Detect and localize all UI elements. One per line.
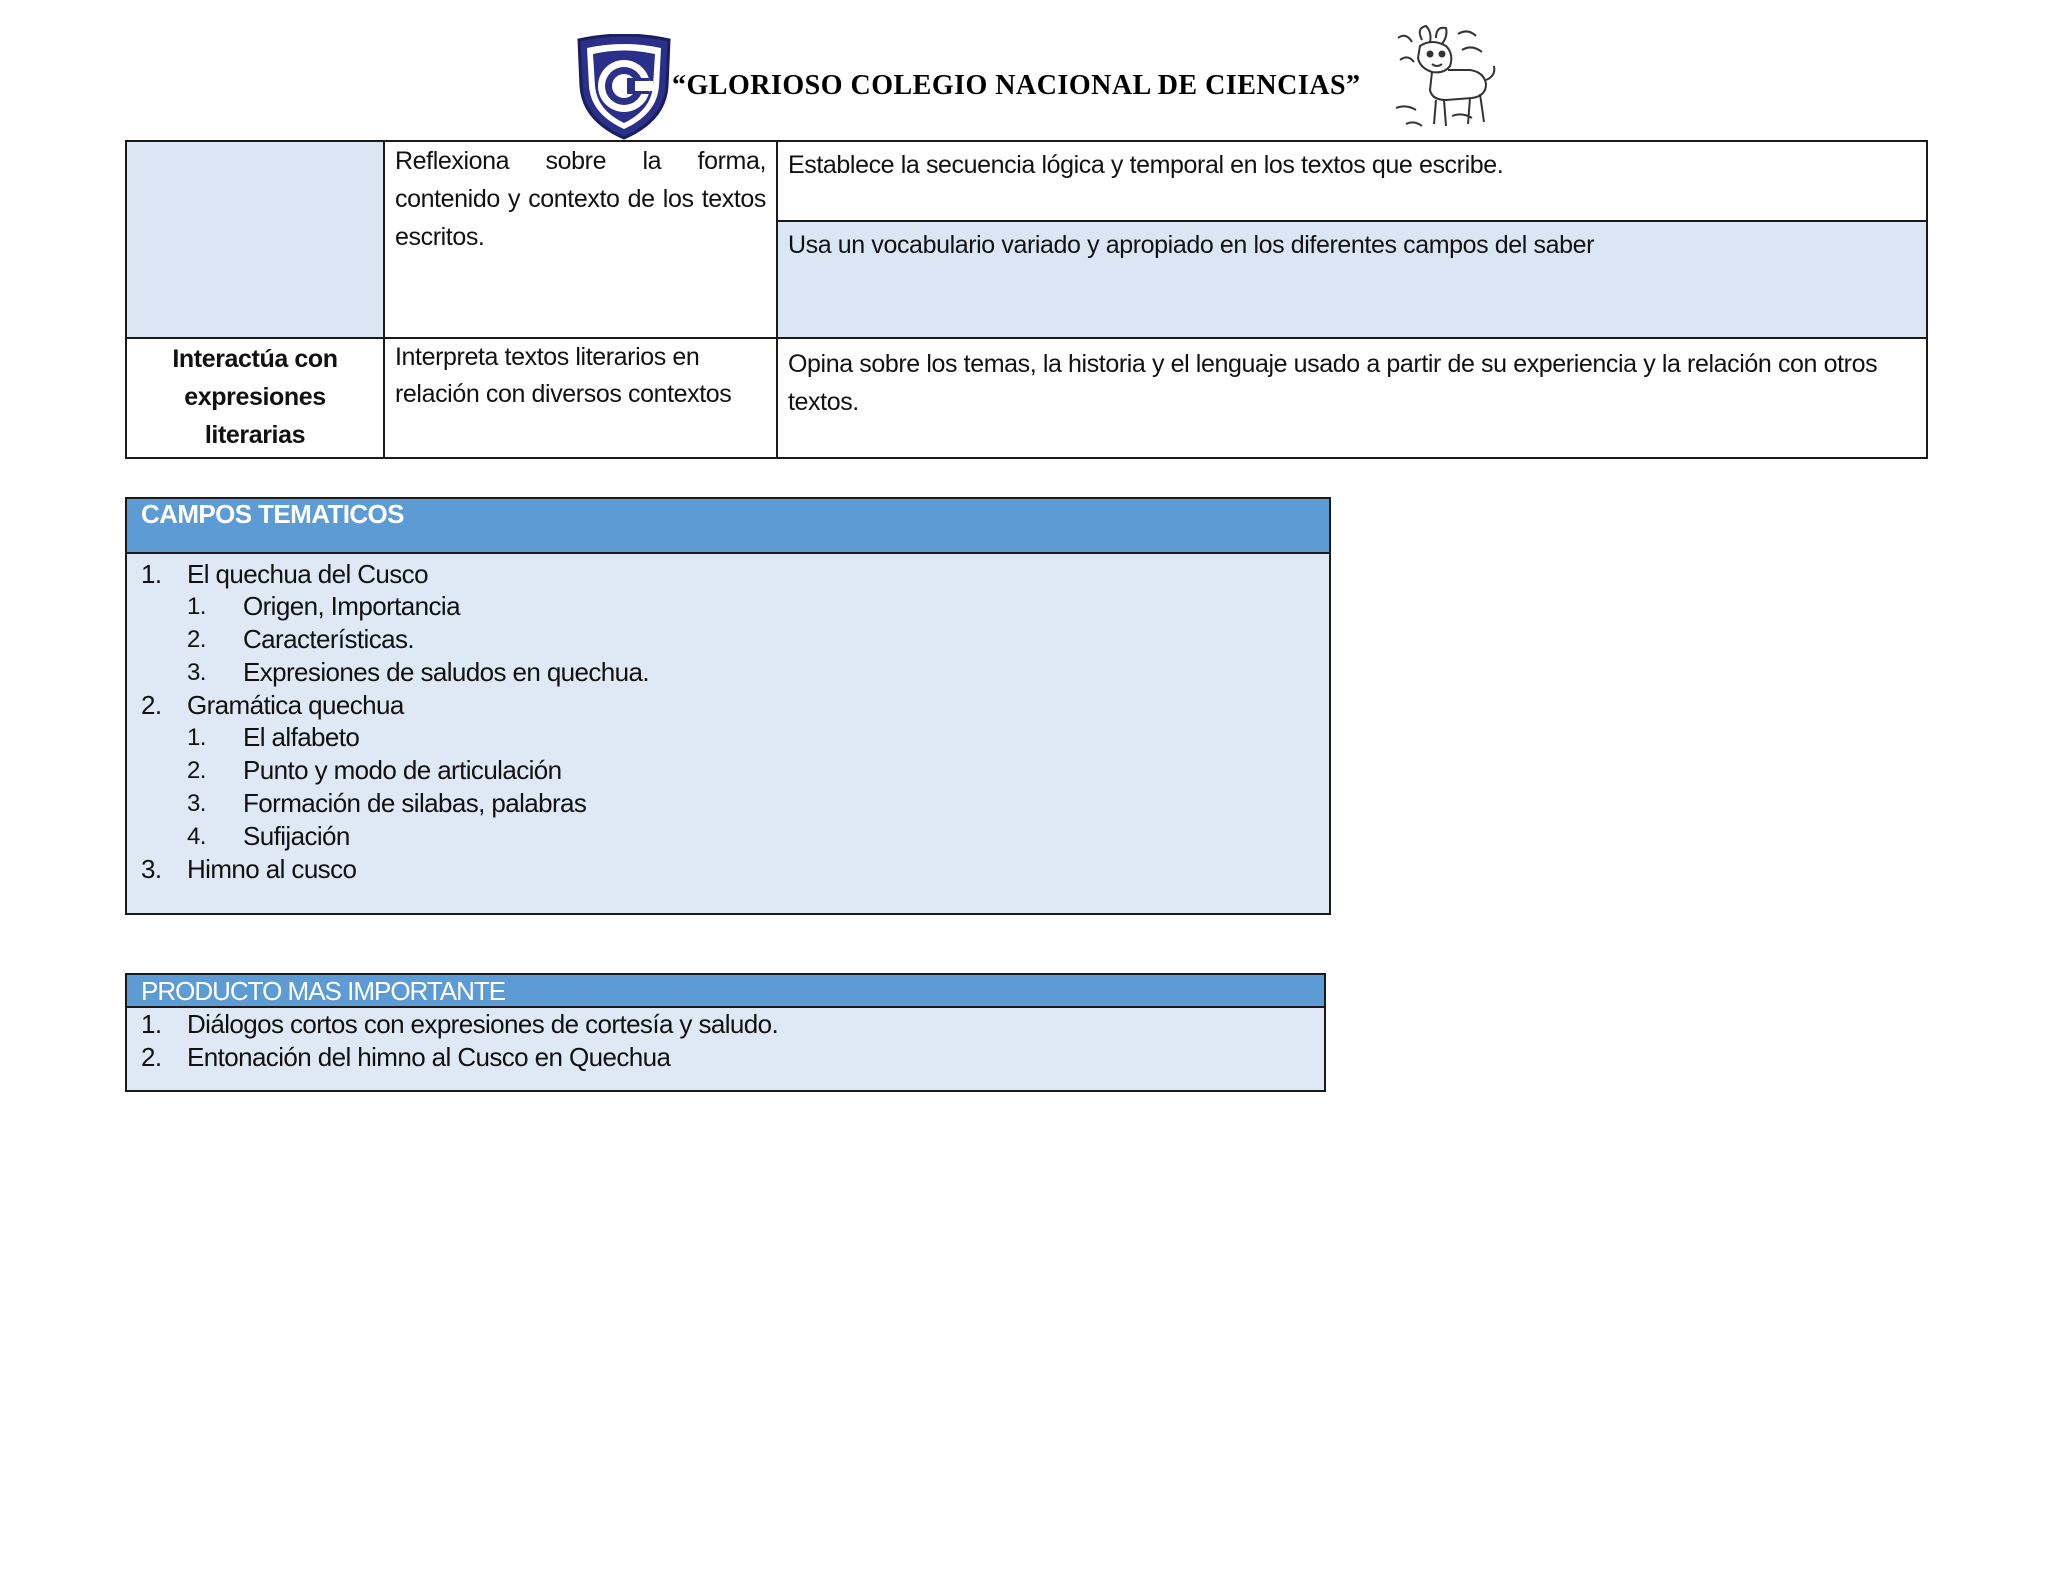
- list-item: [127, 1041, 1324, 1074]
- table-row: [126, 141, 1927, 221]
- list-item: [187, 820, 1329, 853]
- indicator-cell: Establece la secuencia lógica y temporal en los textos que escribe.: [777, 141, 1927, 221]
- subtopic-label: Origen, Importancia: [243, 591, 460, 621]
- section-title: CAMPOS TEMATICOS: [127, 499, 1329, 554]
- list-item: [187, 623, 1329, 656]
- school-shield-logo: [575, 34, 673, 140]
- list-number: 3.: [141, 854, 162, 884]
- list-number: 2.: [141, 1042, 162, 1072]
- list-number: 4.: [187, 823, 206, 850]
- subtopic-label: El alfabeto: [243, 722, 360, 752]
- topic-label: El quechua del Cusco: [187, 559, 428, 589]
- school-title: “GLORIOSO COLEGIO NACIONAL DE CIENCIAS”: [672, 70, 1361, 101]
- list-number: 1.: [187, 724, 206, 751]
- campos-tematicos-section: [125, 497, 1331, 915]
- mascot-llama-icon: [1392, 20, 1500, 136]
- subtopic-label: Expresiones de saludos en quechua.: [243, 657, 650, 687]
- table-row: [126, 338, 1927, 458]
- subtopic-label: Características.: [243, 624, 415, 654]
- competence-cell: Interactúa con expresiones literarias: [126, 338, 384, 458]
- topic-label: Himno al cusco: [187, 854, 357, 884]
- subtopics-list: [187, 721, 1329, 853]
- list-item: [127, 689, 1329, 853]
- subtopics-list: [187, 590, 1329, 689]
- subtopic-label: Punto y modo de articulación: [243, 755, 562, 785]
- list-number: 1.: [141, 559, 162, 589]
- list-number: 3.: [187, 659, 206, 686]
- list-item: [187, 721, 1329, 754]
- list-item: [187, 754, 1329, 787]
- competence-cell: [126, 141, 384, 338]
- list-item: [127, 558, 1329, 689]
- list-number: 2.: [187, 757, 206, 784]
- document-header: [0, 18, 2048, 138]
- list-number: 1.: [187, 593, 206, 620]
- list-item: [187, 590, 1329, 623]
- producto-section: [125, 973, 1326, 1092]
- section-title: PRODUCTO MAS IMPORTANTE: [127, 975, 1324, 1008]
- list-number: 1.: [141, 1009, 162, 1039]
- subtopic-label: Sufijación: [243, 821, 350, 851]
- competencies-table: [125, 140, 1928, 459]
- list-number: 2.: [141, 690, 162, 720]
- list-number: 2.: [187, 626, 206, 653]
- product-list: [127, 1008, 1324, 1074]
- list-item: [187, 656, 1329, 689]
- topic-label: Gramática quechua: [187, 690, 404, 720]
- list-number: 3.: [187, 790, 206, 817]
- product-label: Diálogos cortos con expresiones de cortesía y saludo.: [187, 1009, 779, 1039]
- subtopic-label: Formación de silabas, palabras: [243, 788, 587, 818]
- capacity-cell: Interpreta textos literarios en relación con diversos contextos: [384, 338, 777, 458]
- product-label: Entonación del himno al Cusco en Quechua: [187, 1042, 671, 1072]
- list-item: [127, 853, 1329, 885]
- capacity-cell: Reflexiona sobre la forma, contenido y contexto de los textos escritos.: [384, 141, 777, 338]
- indicator-cell: Usa un vocabulario variado y apropiado en los diferentes campos del saber: [777, 221, 1927, 338]
- list-item: [187, 787, 1329, 820]
- topics-list: [127, 554, 1329, 885]
- list-item: [127, 1008, 1324, 1041]
- indicator-cell: Opina sobre los temas, la historia y el lenguaje usado a partir de su experiencia y la relación con otros textos.: [777, 338, 1927, 458]
